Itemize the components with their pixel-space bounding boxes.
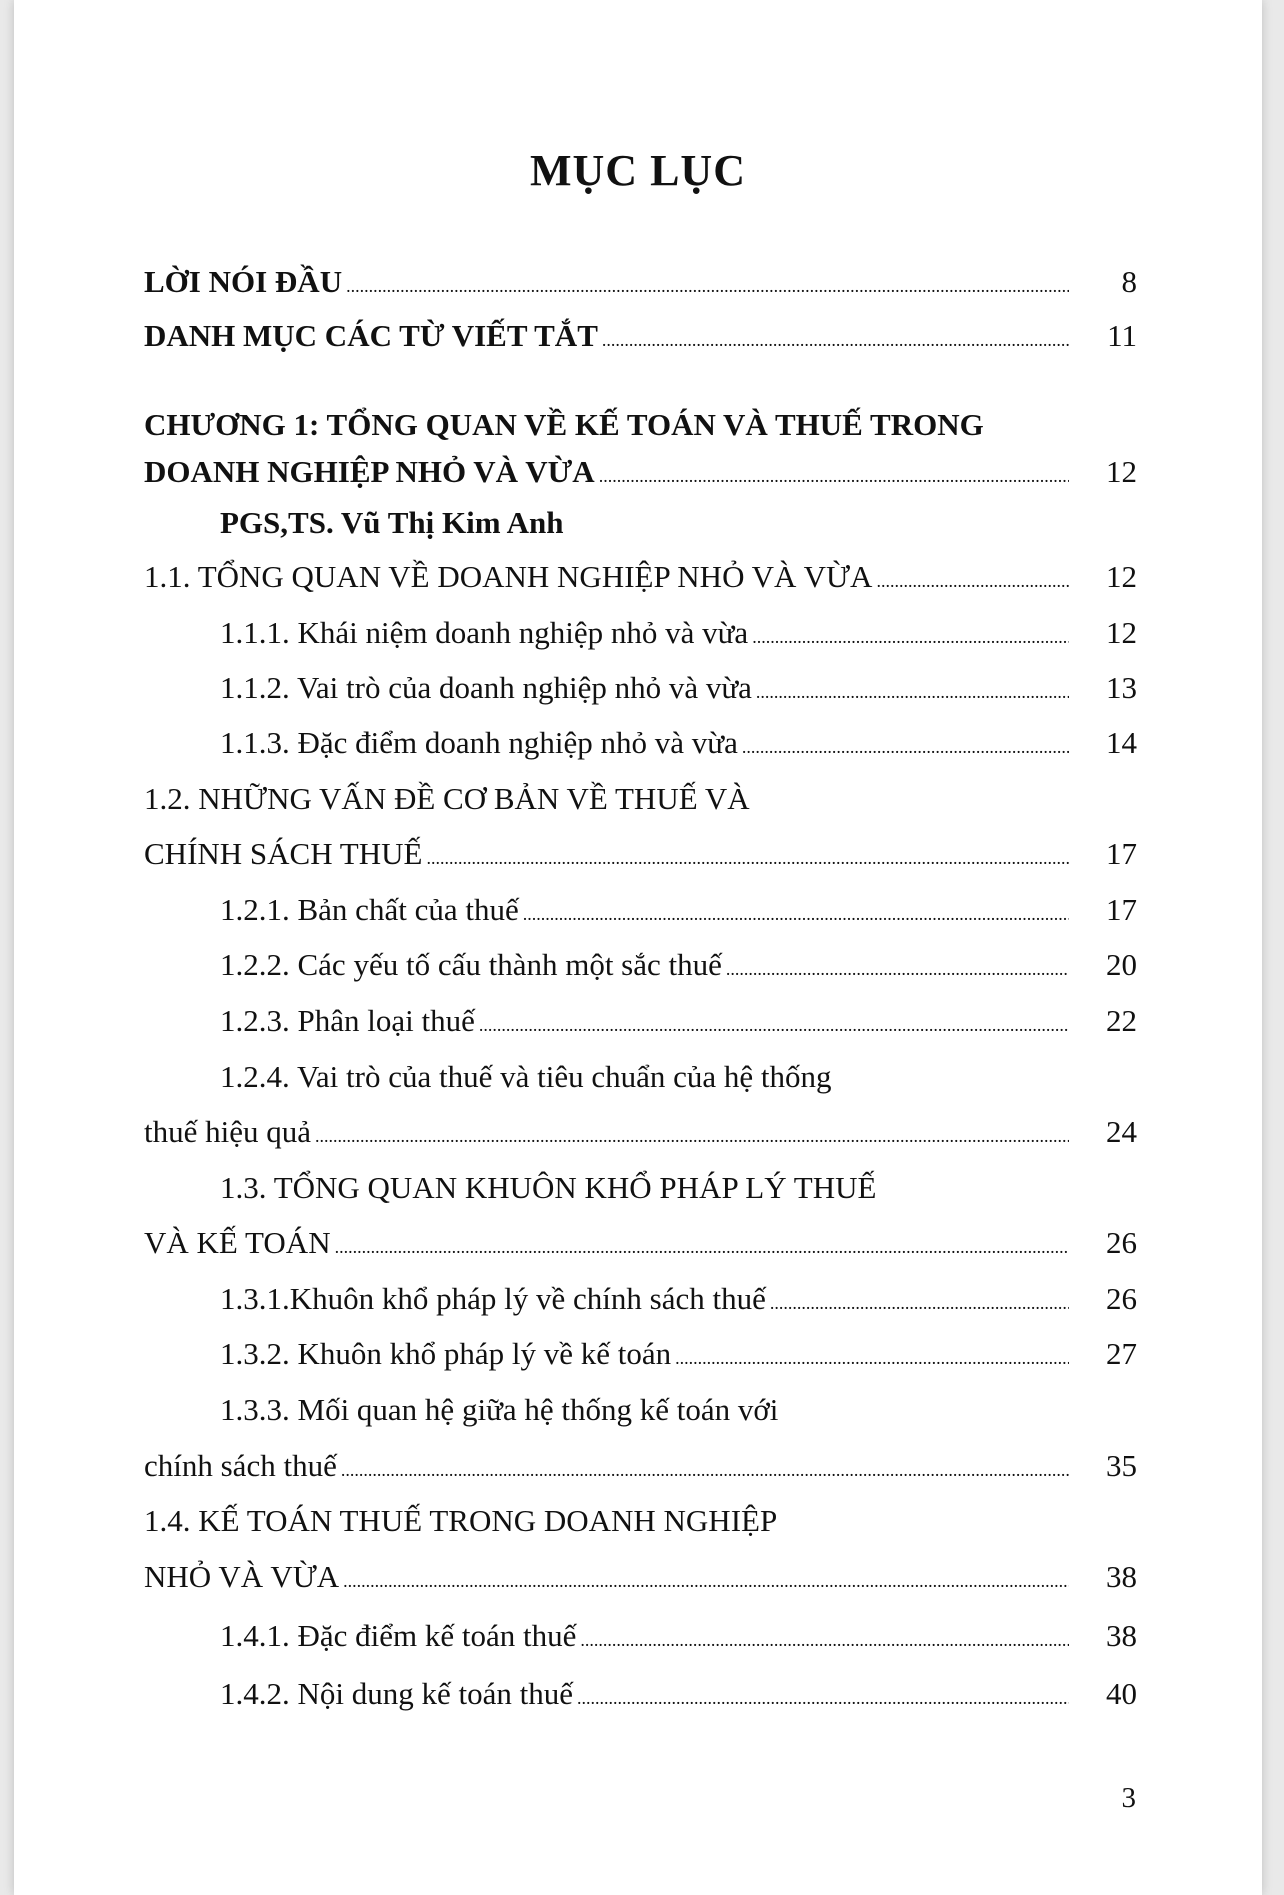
toc-entry-page: 40 — [1106, 1676, 1137, 1711]
toc-entry-text: 1.1.2. Vai trò của doanh nghiệp nhỏ và vừa — [220, 670, 752, 705]
toc-entry-text: 1.1.1. Khái niệm doanh nghiệp nhỏ và vừa — [220, 615, 749, 650]
toc-entry-text: PGS,TS. Vũ Thị Kim Anh — [220, 505, 564, 540]
dot-leader — [335, 1227, 1069, 1267]
document-page — [14, 0, 1262, 1895]
dot-leader — [752, 617, 1069, 657]
toc-entry — [144, 668, 1137, 712]
toc-entry-page: 17 — [1106, 836, 1137, 871]
toc-entry — [144, 557, 1137, 601]
toc-entry — [144, 1446, 1137, 1490]
toc-entry — [144, 1168, 1137, 1208]
dot-leader — [876, 561, 1069, 601]
toc-entry-text: 1.3.2. Khuôn khổ pháp lý về kế toán — [220, 1336, 672, 1371]
toc-entry-text: 1.4.1. Đặc điểm kế toán thuế — [220, 1618, 577, 1653]
toc-entry — [144, 945, 1137, 989]
toc-entry-text: 1.2.4. Vai trò của thuế và tiêu chuẩn của hệ thống — [220, 1059, 832, 1094]
toc-entry-page: 11 — [1107, 318, 1137, 353]
toc-entry — [144, 1334, 1137, 1378]
toc-entry — [144, 723, 1137, 767]
toc-entry-text: 1.1.3. Đặc điểm doanh nghiệp nhỏ và vừa — [220, 725, 738, 760]
dot-leader — [523, 894, 1069, 934]
toc-entry-page: 20 — [1106, 947, 1137, 982]
toc-entry-text: 1.4.2. Nội dung kế toán thuế — [220, 1676, 574, 1711]
toc-entry-text: 1.3. TỔNG QUAN KHUÔN KHỔ PHÁP LÝ THUẾ — [220, 1170, 877, 1205]
toc-entry-page: 12 — [1106, 559, 1137, 594]
toc-entry-text: 1.2. NHỮNG VẤN ĐỀ CƠ BẢN VỀ THUẾ VÀ — [144, 781, 750, 816]
toc-entry — [144, 1674, 1137, 1718]
toc-entry-text: 1.1. TỔNG QUAN VỀ DOANH NGHIỆP NHỎ VÀ VỪA — [144, 559, 873, 594]
dot-leader — [315, 1116, 1069, 1156]
toc-entry-page: 17 — [1106, 892, 1137, 927]
toc-entry-page: 14 — [1106, 725, 1137, 760]
toc-entry — [144, 316, 1137, 360]
toc-entry-text: DANH MỤC CÁC TỪ VIẾT TẮT — [144, 318, 598, 353]
toc-entry-page: 8 — [1121, 264, 1137, 299]
toc-entry-page: 26 — [1106, 1281, 1137, 1316]
toc-entry — [144, 1390, 1137, 1430]
toc-entry-page: 35 — [1106, 1448, 1137, 1483]
dot-leader — [726, 949, 1069, 989]
toc-entry — [144, 1616, 1137, 1660]
page-title: MỤC LỤC — [530, 146, 746, 195]
toc-entry-text: 1.2.1. Bản chất của thuế — [220, 892, 519, 927]
toc-entry — [144, 1001, 1137, 1045]
toc-entry-text: CHÍNH SÁCH THUẾ — [144, 836, 423, 871]
toc-entry-page: 12 — [1106, 615, 1137, 650]
dot-leader — [346, 266, 1069, 306]
toc-entry — [144, 1223, 1137, 1267]
toc-entry — [144, 890, 1137, 934]
dot-leader — [341, 1450, 1069, 1490]
toc-entry — [144, 1112, 1137, 1156]
toc-entry-text: thuế hiệu quả — [144, 1114, 312, 1149]
toc-entry-text: 1.2.2. Các yếu tố cấu thành một sắc thuế — [220, 947, 722, 982]
toc-entry-text: 1.3.3. Mối quan hệ giữa hệ thống kế toán với — [220, 1392, 779, 1427]
dot-leader — [426, 838, 1069, 878]
toc-entry — [144, 405, 1137, 445]
toc-entry-page: 27 — [1106, 1336, 1137, 1371]
toc-entry-text: 1.2.3. Phân loại thuế — [220, 1003, 475, 1038]
toc-entry — [144, 262, 1137, 306]
toc-entry — [144, 613, 1137, 657]
table-of-contents — [14, 0, 1262, 1895]
toc-entry-text: LỜI NÓI ĐẦU — [144, 264, 343, 299]
dot-leader — [770, 1283, 1069, 1323]
toc-entry-text: chính sách thuế — [144, 1448, 337, 1483]
toc-entry-page: 26 — [1106, 1225, 1137, 1260]
toc-entry-text: VÀ KẾ TOÁN — [144, 1225, 331, 1260]
dot-leader — [599, 456, 1069, 496]
toc-entry — [144, 1557, 1137, 1601]
toc-entry-text: 1.4. KẾ TOÁN THUẾ TRONG DOANH NGHIỆP — [144, 1503, 778, 1538]
dot-leader — [580, 1620, 1069, 1660]
page-number: 3 — [1121, 1782, 1136, 1814]
dot-leader — [602, 320, 1069, 360]
toc-entry-page: 22 — [1106, 1003, 1137, 1038]
toc-entry-page: 13 — [1106, 670, 1137, 705]
toc-entry — [144, 1279, 1137, 1323]
dot-leader — [577, 1678, 1069, 1718]
dot-leader — [742, 727, 1069, 767]
toc-entry-text: CHƯƠNG 1: TỔNG QUAN VỀ KẾ TOÁN VÀ THUẾ TRONG — [144, 407, 984, 442]
toc-entry-page: 38 — [1106, 1559, 1137, 1594]
toc-entry — [144, 503, 1137, 543]
toc-entry-text: 1.3.1.Khuôn khổ pháp lý về chính sách thuế — [220, 1281, 766, 1316]
toc-entry — [144, 1057, 1137, 1097]
toc-entry — [144, 779, 1137, 819]
toc-entry-text: NHỎ VÀ VỪA — [144, 1559, 340, 1594]
dot-leader — [343, 1561, 1069, 1601]
dot-leader — [675, 1338, 1069, 1378]
toc-entry-text: DOANH NGHIỆP NHỎ VÀ VỪA — [144, 454, 595, 489]
dot-leader — [479, 1005, 1069, 1045]
toc-entry-page: 12 — [1106, 454, 1137, 489]
toc-entry-page: 24 — [1106, 1114, 1137, 1149]
dot-leader — [756, 672, 1069, 712]
toc-entry — [144, 452, 1137, 496]
toc-entry — [144, 1501, 1137, 1541]
toc-entry — [144, 834, 1137, 878]
toc-entry-page: 38 — [1106, 1618, 1137, 1653]
